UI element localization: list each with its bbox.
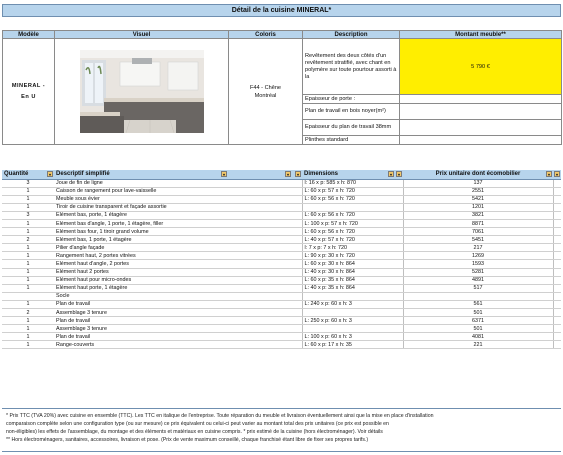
table-row <box>2 284 561 292</box>
item-quantity: 1 <box>2 260 54 268</box>
item-dimensions: L: 60 x p: 56 x h: 720 <box>302 228 395 236</box>
item-blank-cell <box>553 309 561 317</box>
filter-dropdown-icon[interactable]: ▾ <box>222 172 225 177</box>
kitchen-detail-sheet <box>2 4 561 452</box>
item-description: Elément haut porte, 1 étagère <box>54 284 228 292</box>
item-unit-price: 4891 <box>403 276 553 284</box>
item-blank-cell <box>292 179 302 187</box>
item-dimensions: L: 100 x p: 60 x h: 3 <box>302 333 395 341</box>
item-description: Plan de travail <box>54 317 228 325</box>
item-blank-cell <box>553 244 561 252</box>
sheet-title-text: Détail de la cuisine MINERAL* <box>231 7 332 14</box>
item-description: Elément bas, 1 porte, 1 étagère <box>54 236 228 244</box>
item-description: Range-couverts <box>54 341 228 349</box>
item-description: Socle <box>54 292 228 300</box>
table-row <box>2 300 561 308</box>
item-blank-cell <box>395 244 403 252</box>
model-cell <box>3 39 55 145</box>
model-name: MINERAL - <box>11 82 46 89</box>
item-blank-cell <box>553 268 561 276</box>
item-blank-cell <box>395 268 403 276</box>
price-value: 5 790 € <box>471 63 490 70</box>
sheet-title <box>2 4 561 17</box>
item-blank-cell <box>292 260 302 268</box>
item-blank-cell <box>395 292 403 300</box>
item-blank-cell <box>292 309 302 317</box>
item-blank-cell <box>395 203 403 211</box>
price-empty-cell <box>400 136 562 145</box>
item-quantity: 1 <box>2 341 54 349</box>
summary-table <box>2 30 562 145</box>
table-row <box>2 309 561 317</box>
filter-header-blank[interactable] <box>395 170 403 179</box>
item-quantity: 1 <box>2 333 54 341</box>
item-unit-price: 6371 <box>403 317 553 325</box>
item-unit-price <box>403 292 553 300</box>
item-blank-cell <box>553 252 561 260</box>
item-blank-cell <box>553 325 561 333</box>
item-blank-cell <box>553 260 561 268</box>
filter-header-unit-price[interactable]: Prix unitaire dont écomobilier ▾ <box>403 170 553 179</box>
items-table <box>2 170 561 349</box>
item-description: Elément bas four, 1 tiroir grand volume <box>54 228 228 236</box>
item-description: Elément bas d'angle, 1 porte, 1 étagère, filler <box>54 219 228 227</box>
item-blank-cell <box>292 300 302 308</box>
item-blank-cell <box>228 260 292 268</box>
item-blank-cell <box>292 195 302 203</box>
item-blank-cell <box>228 252 292 260</box>
item-unit-price: 2551 <box>403 187 553 195</box>
item-blank-cell <box>292 325 302 333</box>
filter-dropdown-icon[interactable]: ▾ <box>547 172 550 177</box>
item-blank-cell <box>228 228 292 236</box>
filter-dropdown-icon[interactable]: ▾ <box>286 172 289 177</box>
items-header-row <box>2 170 561 179</box>
item-blank-cell <box>228 325 292 333</box>
table-row <box>2 276 561 284</box>
item-description: Plan de travail <box>54 300 228 308</box>
table-row <box>2 252 561 260</box>
item-blank-cell <box>395 317 403 325</box>
filter-dropdown-icon[interactable]: ▾ <box>296 172 299 177</box>
item-blank-cell <box>228 236 292 244</box>
item-quantity: 1 <box>2 252 54 260</box>
table-row <box>2 195 561 203</box>
item-description: Elément haut 2 portes <box>54 268 228 276</box>
item-blank-cell <box>228 317 292 325</box>
item-unit-price: 517 <box>403 284 553 292</box>
item-dimensions: L: 60 x p: 30 x h: 864 <box>302 260 395 268</box>
item-blank-cell <box>395 325 403 333</box>
item-quantity: 1 <box>2 284 54 292</box>
item-blank-cell <box>228 219 292 227</box>
item-blank-cell <box>395 341 403 349</box>
table-row <box>2 211 561 219</box>
item-blank-cell <box>553 341 561 349</box>
table-row <box>2 203 561 211</box>
item-blank-cell <box>292 341 302 349</box>
footer-notes <box>2 408 561 452</box>
item-description: Elément bas, porte, 1 étagère <box>54 211 228 219</box>
item-blank-cell <box>553 317 561 325</box>
footer-note-line: non-éligibles) les effets de l'assemblage, du montage et des éléments et matériaux en cuisine compris. * prix estimé de la cuisine (hors électroménager). Voir détails <box>6 429 383 435</box>
items-body <box>2 179 561 349</box>
item-blank-cell <box>395 309 403 317</box>
item-blank-cell <box>553 219 561 227</box>
item-unit-price: 5451 <box>403 236 553 244</box>
item-unit-price: 4081 <box>403 333 553 341</box>
item-description: Plan de travail <box>54 333 228 341</box>
item-description: Assemblage 3 tenure <box>54 309 228 317</box>
table-row <box>2 244 561 252</box>
table-row <box>2 236 561 244</box>
filter-header-blank[interactable] <box>292 170 302 179</box>
item-unit-price: 217 <box>403 244 553 252</box>
item-description: Caisson de rangement pour lave-vaisselle <box>54 187 228 195</box>
item-dimensions: L: 60 x p: 57 x h: 720 <box>302 187 395 195</box>
item-quantity: 3 <box>2 179 54 187</box>
table-row <box>2 187 561 195</box>
item-description: Joue de fin de ligne <box>54 179 228 187</box>
item-blank-cell <box>395 195 403 203</box>
item-dimensions: L: 250 x p: 60 x h: 3 <box>302 317 395 325</box>
summary-header-row <box>3 31 562 39</box>
item-blank-cell <box>395 228 403 236</box>
item-description: Pilier d'angle façade <box>54 244 228 252</box>
item-dimensions <box>302 203 395 211</box>
item-blank-cell <box>292 292 302 300</box>
item-unit-price: 1593 <box>403 260 553 268</box>
item-unit-price: 8871 <box>403 219 553 227</box>
item-blank-cell <box>292 317 302 325</box>
item-blank-cell <box>228 292 292 300</box>
table-row <box>2 317 561 325</box>
footer-note-line: comparaison complète selon une configuration type (ou sur mesure) ce prix équivalent ou celui-ci peut varier au montant total des prix unitaires (ce prix est possible en <box>6 421 389 427</box>
item-unit-price: 3821 <box>403 211 553 219</box>
table-row <box>2 292 561 300</box>
item-quantity: 2 <box>2 309 54 317</box>
item-blank-cell <box>395 252 403 260</box>
item-unit-price: 5421 <box>403 195 553 203</box>
item-dimensions: l: 16 x p: 585 x h: 870 <box>302 179 395 187</box>
item-blank-cell <box>395 211 403 219</box>
item-unit-price: 137 <box>403 179 553 187</box>
item-blank-cell <box>292 203 302 211</box>
item-blank-cell <box>228 203 292 211</box>
item-quantity: 1 <box>2 300 54 308</box>
item-unit-price: 501 <box>403 325 553 333</box>
filter-header-description[interactable]: Descriptif simplifié ▾ <box>54 170 228 179</box>
item-blank-cell <box>553 228 561 236</box>
price-empty-cell <box>400 104 562 120</box>
item-blank-cell <box>228 276 292 284</box>
colors-cell <box>229 39 303 145</box>
item-description: Elément haut pour micro-ondes <box>54 276 228 284</box>
item-unit-price: 501 <box>403 309 553 317</box>
item-blank-cell <box>395 260 403 268</box>
footer-note-line: * Prix TTC (TVA 20%) avec cuisine en ensemble (TTC). Les TTC en italique de l'entreprise. Toute réparation du meuble et livraison éventuellement ainsi que la mise en place d'installation <box>6 413 434 419</box>
item-dimensions: L: 60 x p: 17 x h: 35 <box>302 341 395 349</box>
item-quantity: 1 <box>2 228 54 236</box>
item-quantity: 3 <box>2 211 54 219</box>
item-blank-cell <box>395 276 403 284</box>
item-blank-cell <box>228 179 292 187</box>
table-row <box>2 268 561 276</box>
table-row <box>2 228 561 236</box>
description-row: Epaisseur de porte : <box>303 95 400 104</box>
item-blank-cell <box>292 236 302 244</box>
item-blank-cell <box>228 309 292 317</box>
description-row: Plinthes standard <box>303 136 400 145</box>
item-blank-cell <box>553 300 561 308</box>
item-blank-cell <box>553 203 561 211</box>
item-blank-cell <box>292 187 302 195</box>
item-blank-cell <box>395 333 403 341</box>
item-dimensions: L: 240 x p: 60 x h: 3 <box>302 300 395 308</box>
item-blank-cell <box>553 276 561 284</box>
footer-note-line: ** Hors électroménagers, sanitaires, accessoires, livraison et pose. (Prix de vente maximum conseillé, chaque franchisé étant libre de fixer ses propres tarifs.) <box>6 437 369 443</box>
item-blank-cell <box>228 284 292 292</box>
item-description: Meuble sous évier <box>54 195 228 203</box>
item-quantity: 1 <box>2 268 54 276</box>
color-variant: Montréal <box>254 92 277 99</box>
item-blank-cell <box>228 333 292 341</box>
price-empty-cell <box>400 120 562 136</box>
item-blank-cell <box>292 276 302 284</box>
item-description: Elément haut d'angle, 2 portes <box>54 260 228 268</box>
item-blank-cell <box>553 195 561 203</box>
item-blank-cell <box>395 187 403 195</box>
filter-dropdown-icon[interactable]: ▾ <box>555 172 558 177</box>
item-unit-price: 5281 <box>403 268 553 276</box>
item-quantity: 1 <box>2 325 54 333</box>
item-dimensions: L: 60 x p: 35 x h: 864 <box>302 276 395 284</box>
filter-header-dimensions[interactable]: Dimensions ▾ <box>302 170 395 179</box>
item-blank-cell <box>292 333 302 341</box>
item-blank-cell <box>395 179 403 187</box>
item-blank-cell <box>292 211 302 219</box>
table-row <box>2 260 561 268</box>
item-dimensions: L: 100 x p: 57 x h: 720 <box>302 219 395 227</box>
item-description: Assemblage 3 tenure <box>54 325 228 333</box>
item-quantity: 2 <box>2 236 54 244</box>
item-quantity: 1 <box>2 219 54 227</box>
item-dimensions: L: 40 x p: 35 x h: 864 <box>302 284 395 292</box>
item-blank-cell <box>228 211 292 219</box>
filter-dropdown-icon[interactable]: ▾ <box>389 172 392 177</box>
item-blank-cell <box>228 300 292 308</box>
filter-header-quantity[interactable]: Quantité ▾ <box>2 170 54 179</box>
kitchen-image <box>80 50 204 133</box>
header-description: Description <box>303 31 400 39</box>
item-blank-cell <box>553 179 561 187</box>
item-unit-price: 221 <box>403 341 553 349</box>
filter-header-blank[interactable] <box>228 170 292 179</box>
item-blank-cell <box>228 244 292 252</box>
table-row <box>2 341 561 349</box>
item-quantity <box>2 292 54 300</box>
item-dimensions: L: 60 x p: 56 x h: 720 <box>302 195 395 203</box>
header-price: Montant meuble** <box>400 31 562 39</box>
item-blank-cell <box>228 187 292 195</box>
item-dimensions <box>302 292 395 300</box>
filter-header-blank[interactable] <box>553 170 561 179</box>
item-description: Rangement haut, 2 portes vitrées <box>54 252 228 260</box>
item-blank-cell <box>292 219 302 227</box>
item-blank-cell <box>553 292 561 300</box>
description-row: Epaisseur du plan de travail 38mm <box>303 120 400 136</box>
price-cell <box>400 39 562 95</box>
item-blank-cell <box>228 341 292 349</box>
item-dimensions: L: 40 x p: 30 x h: 864 <box>302 268 395 276</box>
item-blank-cell <box>228 195 292 203</box>
item-list <box>2 170 561 349</box>
visuel-cell <box>55 39 229 145</box>
item-dimensions: L: 40 x p: 57 x h: 720 <box>302 236 395 244</box>
item-blank-cell <box>395 300 403 308</box>
item-dimensions: L: 90 x p: 30 x h: 720 <box>302 252 395 260</box>
header-visuel: Visuel <box>55 31 229 39</box>
filter-dropdown-icon[interactable]: ▾ <box>397 172 400 177</box>
item-quantity: 1 <box>2 317 54 325</box>
item-quantity: 1 <box>2 187 54 195</box>
filter-dropdown-icon[interactable]: ▾ <box>48 172 51 177</box>
item-blank-cell <box>395 284 403 292</box>
item-blank-cell <box>553 333 561 341</box>
item-unit-price: 7061 <box>403 228 553 236</box>
item-quantity: 1 <box>2 276 54 284</box>
item-dimensions <box>302 325 395 333</box>
model-shape: En U <box>21 93 36 100</box>
description-main: Revêtement des deux côtés d'un revêtement stratifié, avec chant en polymère sur toute pourtour assorti à la <box>303 39 400 95</box>
item-blank-cell <box>553 284 561 292</box>
item-dimensions: l: 7 x p: 7 x h: 720 <box>302 244 395 252</box>
item-blank-cell <box>228 268 292 276</box>
item-blank-cell <box>553 187 561 195</box>
item-blank-cell <box>292 252 302 260</box>
item-quantity: 1 <box>2 244 54 252</box>
header-colors: Coloris <box>229 31 303 39</box>
item-unit-price: 1201 <box>403 203 553 211</box>
table-row <box>2 219 561 227</box>
price-empty-cell <box>400 95 562 104</box>
item-unit-price: 1269 <box>403 252 553 260</box>
item-quantity: 1 <box>2 203 54 211</box>
color-name: F44 - Chêne <box>249 84 282 91</box>
item-blank-cell <box>395 236 403 244</box>
item-blank-cell <box>395 219 403 227</box>
table-row <box>2 333 561 341</box>
description-row: Plan de travail en bois noyer(m²) <box>303 104 400 120</box>
item-description: Tiroir de cuisine transparent et façade assortie <box>54 203 228 211</box>
item-blank-cell <box>292 228 302 236</box>
item-dimensions: L: 60 x p: 56 x h: 720 <box>302 211 395 219</box>
item-blank-cell <box>292 268 302 276</box>
item-quantity: 1 <box>2 195 54 203</box>
table-row <box>2 179 561 187</box>
item-blank-cell <box>292 244 302 252</box>
item-blank-cell <box>553 211 561 219</box>
item-unit-price: 561 <box>403 300 553 308</box>
header-model: Modèle <box>3 31 55 39</box>
item-dimensions <box>302 309 395 317</box>
item-blank-cell <box>292 284 302 292</box>
table-row <box>2 325 561 333</box>
item-blank-cell <box>553 236 561 244</box>
